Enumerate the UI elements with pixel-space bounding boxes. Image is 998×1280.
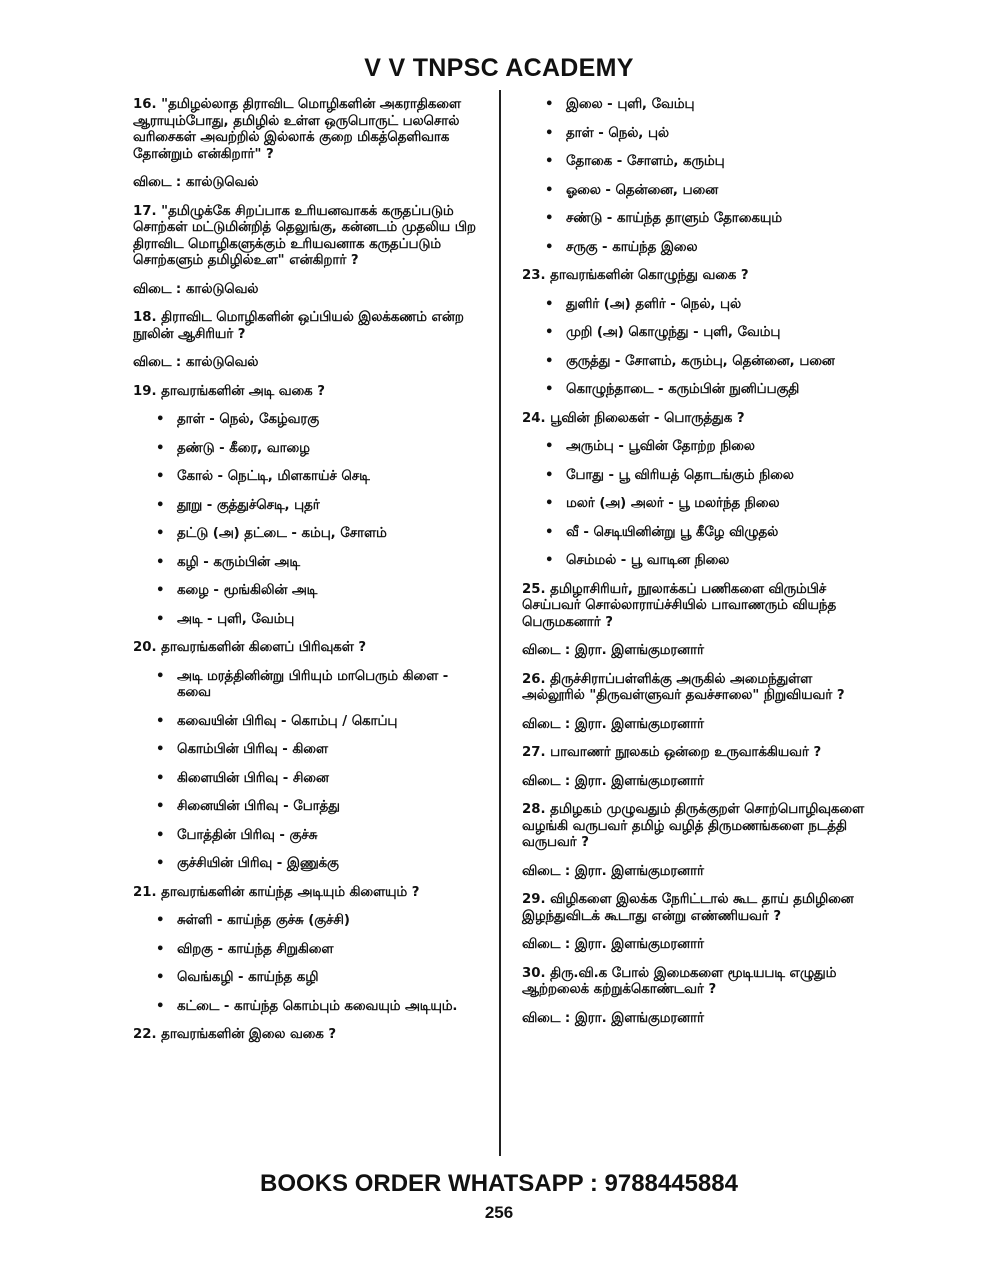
list-item-text: கொழுந்தாடை - கரும்பின் நுனிப்பகுதி bbox=[566, 382, 800, 397]
bullet-icon: • bbox=[156, 998, 165, 1014]
bullet-icon: • bbox=[156, 742, 165, 757]
list-item-text: தாள் - நெல், கேழ்வரகு bbox=[177, 412, 319, 427]
question-text: 20. தாவரங்களின் கிளைப் பிரிவுகள் ? bbox=[133, 640, 367, 655]
bullet-icon: • bbox=[156, 583, 165, 598]
list-item-text: வீ - செடியினின்று பூ கீழே விழுதல் bbox=[566, 524, 779, 540]
bullet-list bbox=[133, 913, 483, 1015]
bullet-icon: • bbox=[545, 211, 554, 226]
list-item bbox=[133, 942, 483, 959]
list-item bbox=[133, 856, 483, 873]
bullet-icon: • bbox=[156, 713, 165, 729]
list-item bbox=[522, 525, 867, 542]
bullet-icon: • bbox=[545, 296, 554, 312]
question-text: 18. திராவிட மொழிகளின் ஒப்பியல் இலக்கணம் என்ற நூலின் ஆசிரியர் ? bbox=[133, 310, 464, 342]
list-item-text: கொம்பின் பிரிவு - கிளை bbox=[177, 742, 328, 757]
bullet-icon: • bbox=[545, 524, 554, 540]
bullet-icon: • bbox=[156, 469, 165, 484]
bullet-list bbox=[133, 669, 483, 873]
column-divider bbox=[499, 90, 501, 1156]
question-text: 27. பாவாணர் நூலகம் ஒன்றை உருவாக்கியவர் ? bbox=[522, 745, 822, 760]
list-item-text: கழி - கரும்பின் அடி bbox=[177, 554, 300, 570]
question-text: 24. பூவின் நிலைகள் - பொருத்துக ? bbox=[522, 410, 745, 426]
list-item-text: தோகை - சோளம், கரும்பு bbox=[566, 154, 725, 169]
list-item bbox=[522, 439, 867, 456]
bullet-icon: • bbox=[156, 412, 165, 427]
question-text: 29. விழிகளை இலக்க நேரிட்டால் கூட தாய் தமிழினை இழந்துவிடக் கூடாது என்று எண்ணியவர் ? bbox=[522, 892, 854, 924]
answer-text: விடை : இரா. இளங்குமரனார் bbox=[522, 643, 704, 658]
list-item bbox=[133, 742, 483, 759]
bullet-icon: • bbox=[545, 553, 554, 568]
bullet-icon: • bbox=[156, 941, 165, 957]
bullet-icon: • bbox=[156, 668, 165, 684]
bullet-icon: • bbox=[156, 799, 165, 814]
list-item bbox=[522, 183, 867, 200]
list-item bbox=[133, 441, 483, 458]
list-item-text: கட்டை - காய்ந்த கொம்பும் கவையும் அடியும். bbox=[177, 998, 458, 1014]
question-text: 21. தாவரங்களின் காய்ந்த அடியும் கிளையும் ? bbox=[133, 884, 420, 900]
answer-text: விடை : இரா. இளங்குமரனார் bbox=[522, 1010, 704, 1026]
list-item-text: குருத்து - சோளம், கரும்பு, தென்னை, பனை bbox=[566, 353, 835, 369]
list-item-text: தூறு - குத்துச்செடி, புதர் bbox=[177, 497, 320, 513]
answer-text: விடை : கால்டுவெல் bbox=[133, 355, 259, 370]
question-text: 17. "தமிழுக்கே சிறப்பாக உரியனவாகக் கருதப்படும் சொற்கள் மட்டுமின்றித் தெலுங்கு, கன்னடம் முதலிய பிற திராவிட மொழிகளுக்கும் உரியவனாக கருதப்படும் சொற்களும் தமிழில்உள" என்கிறார் ? bbox=[133, 203, 476, 268]
question-text: 28. தமிழகம் முழுவதும் திருக்குறள் சொற்பொழிவுகளை வழங்கி வருபவர் தமிழ் வழித் திருமணங்களை நடத்தி வருபவர் ? bbox=[522, 802, 864, 850]
list-item bbox=[133, 555, 483, 572]
bullet-icon: • bbox=[545, 97, 554, 112]
list-item bbox=[133, 412, 483, 429]
list-item-text: வெங்கழி - காய்ந்த கழி bbox=[177, 970, 319, 985]
list-item bbox=[133, 583, 483, 600]
list-item bbox=[133, 799, 483, 816]
list-item-text: குச்சியின் பிரிவு - இணுக்கு bbox=[177, 856, 339, 871]
list-item bbox=[133, 498, 483, 515]
list-item bbox=[522, 382, 867, 399]
question-text: 30. திரு.வி.க போல் இமைகளை மூடியபடி எழுதும் ஆற்றலைக் கற்றுக்கொண்டவர் ? bbox=[522, 965, 837, 997]
answer-text: விடை : இரா. இளங்குமரனார் bbox=[522, 773, 704, 789]
bullet-icon: • bbox=[156, 526, 165, 541]
list-item bbox=[133, 970, 483, 987]
bullet-icon: • bbox=[545, 182, 554, 198]
list-item bbox=[133, 469, 483, 486]
list-item bbox=[522, 325, 867, 342]
bullet-icon: • bbox=[156, 554, 165, 570]
list-item-text: இலை - புளி, வேம்பு bbox=[566, 97, 695, 112]
bullet-icon: • bbox=[545, 154, 554, 169]
list-item bbox=[522, 97, 867, 114]
list-item-text: கிளையின் பிரிவு - சினை bbox=[177, 770, 329, 786]
list-item-text: மலர் (அ) அலர் - பூ மலர்ந்த நிலை bbox=[566, 496, 780, 511]
question-text: 16. "தமிழல்லாத திராவிட மொழிகளின் அகராதிகளை ஆராயும்போது, தமிழில் உள்ள ஒருபொருட் பலசொல் வரிசைகள் அவற்றில் இல்லாக் குறை மிகத்தெளிவாக தோன்றும் என்கிறார்" ? bbox=[133, 97, 461, 162]
list-item bbox=[522, 240, 867, 257]
list-item-text: போத்தின் பிரிவு - குச்சு bbox=[177, 827, 318, 843]
bullet-icon: • bbox=[545, 353, 554, 369]
list-item-text: சருகு - காய்ந்த இலை bbox=[566, 239, 698, 255]
answer-text: விடை : இரா. இளங்குமரனார் bbox=[522, 716, 704, 732]
list-item bbox=[522, 468, 867, 485]
bullet-icon: • bbox=[156, 827, 165, 843]
question-text: 19. தாவரங்களின் அடி வகை ? bbox=[133, 383, 325, 399]
bullet-icon: • bbox=[156, 856, 165, 871]
question-text: 22. தாவரங்களின் இலை வகை ? bbox=[133, 1027, 337, 1042]
list-item-text: அரும்பு - பூவின் தோற்ற நிலை bbox=[566, 439, 755, 454]
list-item bbox=[133, 828, 483, 845]
list-item bbox=[133, 714, 483, 731]
footer-order-line: BOOKS ORDER WHATSAPP : 9788445884 bbox=[260, 1170, 738, 1197]
list-item-text: தட்டு (அ) தட்டை - கம்பு, சோளம் bbox=[177, 526, 387, 541]
list-item bbox=[133, 612, 483, 629]
bullet-icon: • bbox=[545, 239, 554, 255]
list-item bbox=[522, 354, 867, 371]
list-item-text: செம்மல் - பூ வாடின நிலை bbox=[566, 553, 730, 568]
bullet-icon: • bbox=[156, 770, 165, 786]
list-item-text: சினையின் பிரிவு - போத்து bbox=[177, 799, 340, 814]
list-item-text: போது - பூ விரியத் தொடங்கும் நிலை bbox=[566, 467, 794, 483]
list-item-text: விறகு - காய்ந்த சிறுகிளை bbox=[177, 941, 334, 957]
answer-text: விடை : இரா. இளங்குமரனார் bbox=[522, 863, 704, 879]
bullet-icon: • bbox=[156, 913, 165, 928]
list-item-text: தாள் - நெல், புல் bbox=[566, 125, 669, 141]
list-item-text: அடி - புளி, வேம்பு bbox=[177, 611, 295, 627]
bullet-list bbox=[522, 97, 867, 256]
bullet-list bbox=[522, 297, 867, 399]
list-item bbox=[522, 297, 867, 314]
page-number: 256 bbox=[484, 1203, 514, 1222]
list-item-text: அடி மரத்தினின்று பிரியும் மாபெரும் கிளை - கவை bbox=[177, 668, 449, 700]
list-item-text: துளிர் (அ) தளிர் - நெல், புல் bbox=[566, 296, 741, 312]
bullet-icon: • bbox=[545, 325, 554, 340]
list-item-text: சுள்ளி - காய்ந்த குச்சு (குச்சி) bbox=[177, 913, 350, 928]
answer-text: விடை : கால்டுவெல் bbox=[133, 175, 259, 190]
list-item bbox=[522, 553, 867, 570]
answer-text: விடை : இரா. இளங்குமரனார் bbox=[522, 937, 704, 952]
list-item-text: கழை - மூங்கிலின் அடி bbox=[177, 583, 318, 598]
bullet-icon: • bbox=[545, 382, 554, 397]
list-item bbox=[522, 211, 867, 228]
list-item bbox=[522, 126, 867, 143]
bullet-list bbox=[522, 439, 867, 570]
list-item-text: கவையின் பிரிவு - கொம்பு / கொப்பு bbox=[177, 713, 398, 729]
list-item bbox=[522, 154, 867, 171]
list-item-text: முறி (அ) கொழுந்து - புளி, வேம்பு bbox=[566, 325, 781, 340]
bullet-icon: • bbox=[545, 496, 554, 511]
bullet-icon: • bbox=[545, 439, 554, 454]
bullet-icon: • bbox=[545, 467, 554, 483]
bullet-icon: • bbox=[156, 970, 165, 985]
bullet-icon: • bbox=[156, 440, 165, 456]
list-item-text: கோல் - நெட்டி, மிளகாய்ச் செடி bbox=[177, 469, 370, 484]
bullet-icon: • bbox=[156, 497, 165, 513]
question-text: 25. தமிழாசிரியர், நூலாக்கப் பணிகளை விரும்பிச் செய்பவர் சொல்லாராய்ச்சியில் பாவாணரும் வியந்த பெருமகனார் ? bbox=[522, 581, 837, 630]
bullet-icon: • bbox=[156, 611, 165, 627]
bullet-icon: • bbox=[545, 125, 554, 141]
list-item-text: தண்டு - கீரை, வாழை bbox=[177, 440, 310, 456]
question-text: 23. தாவரங்களின் கொழுந்து வகை ? bbox=[522, 268, 749, 283]
list-item bbox=[133, 669, 483, 702]
list-item bbox=[133, 771, 483, 788]
left-column bbox=[133, 97, 483, 1056]
list-item bbox=[522, 496, 867, 513]
list-item bbox=[133, 999, 483, 1016]
list-item bbox=[133, 526, 483, 543]
page-header-title: V V TNPSC ACADEMY bbox=[364, 54, 634, 82]
right-column bbox=[522, 97, 867, 1039]
list-item-text: சண்டு - காய்ந்த தாளும் தோகையும் bbox=[566, 211, 782, 226]
list-item bbox=[133, 913, 483, 930]
answer-text: விடை : கால்டுவெல் bbox=[133, 281, 259, 297]
list-item-text: ஓலை - தென்னை, பனை bbox=[566, 182, 718, 198]
bullet-list bbox=[133, 412, 483, 628]
question-text: 26. திருச்சிராப்பள்ளிக்கு அருகில் அமைந்துள்ள அல்லூரில் "திருவள்ளுவர் தவச்சாலை" நிறுவியவர் ? bbox=[522, 671, 845, 703]
